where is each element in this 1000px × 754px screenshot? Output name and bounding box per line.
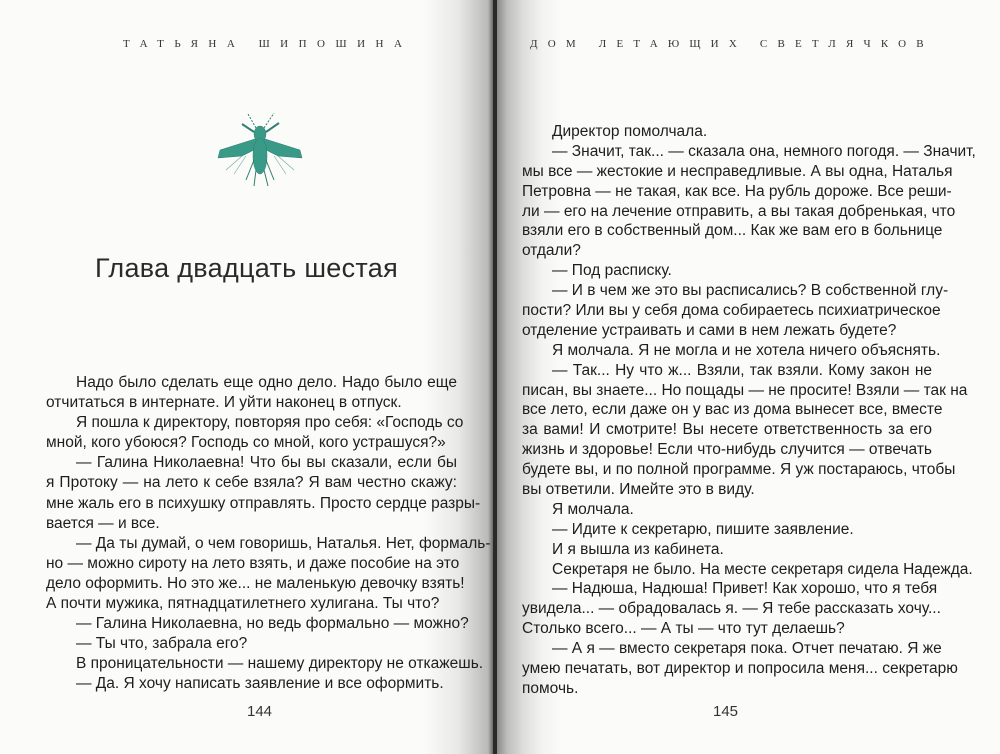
text-line: писан, вы знаете... Но пощады — не просите! Взяли — так на [522,381,968,399]
text-line: — А я — вместо секретаря пока. Отчет печатаю. Я же [552,640,942,658]
firefly-icon [212,108,308,188]
left-page [0,0,493,754]
text-line: увидела... — обрадовалась я. — Я тебе рассказать хочу... [522,600,941,618]
text-line: И я вышла из кабинета. [552,540,724,558]
page-number: 144 [247,703,273,720]
right-page-body [522,122,976,699]
text-line: но — можно сироту на лето взять, и даже пособие на это [46,554,460,572]
text-line: — Значит, так... — сказала она, немного погодя. — Значит, [552,142,976,160]
text-line: Секретаря не было. На месте секретаря сидела Надежда. [552,560,973,578]
text-line: — Да. Я хочу написать заявление и все оформить. [76,675,444,693]
text-line: Надо было сделать еще одно дело. Надо было еще [76,374,457,391]
text-line: А почти мужика, пятнадцатилетнего хулигана. Ты что? [46,595,440,613]
text-line: — Под расписку. [552,262,672,280]
text-line: вы ответили. Имейте это в виду. [522,481,755,499]
text-line: Столько всего... — А ты — что тут делаешь? [522,620,845,638]
text-line: взяли его в собственный дом... Как же вам его в больнице [522,222,943,240]
text-line: умею печатать, вот директор и попросила меня... секретарю [522,660,958,678]
left-page-body [46,373,491,695]
page-number: 145 [713,703,739,720]
text-line: будете вы, и по полной программе. Я уж постараюсь, чтобы [522,461,956,479]
text-line: — Галина Николаевна, но ведь формально — можно? [76,615,469,633]
running-head-title: ДОМ ЛЕТАЮЩИХ СВЕТЛЯЧКОВ [530,38,934,50]
text-line: — Ты что, забрала его? [76,635,248,653]
text-line: отделение устраивать и сами в нем лежать будете? [522,321,897,339]
text-line: — Да ты думай, о чем говоришь, Наталья. Нет, формаль- [76,534,491,552]
text-line: отчитаться в интернате. И уйти наконец в отпуск. [46,394,402,412]
text-line: помочь. [522,679,579,697]
text-line: Я молчала. Я не могла и не хотела ничего объяснять. [552,341,941,359]
text-line: пости? Или вы у себя дома собираетесь психиатрическое [522,302,941,320]
text-line: все лето, если даже он у вас из дома вынесет все, вместе [522,401,943,419]
text-line: за вами! И смотрите! Вы несете ответственность за его [522,421,932,439]
text-line: ли — его на лечение отправить, а вы такая добренькая, что [522,202,956,220]
text-line: мной, кого убоюся? Господь со мной, кого устрашуся?» [46,434,446,452]
text-line: отдали? [522,242,581,260]
chapter-title: Глава двадцать шестая [95,253,398,283]
text-line: вается — и все. [46,514,160,532]
text-line: Директор помолчала. [552,123,708,140]
text-line: — Идите к секретарю, пишите заявление. [552,520,854,538]
text-line: — Надюша, Надюша! Привет! Как хорошо, что я тебя [552,580,938,598]
text-line: мне жаль его в психушку отправлять. Просто сердце разры- [46,494,481,512]
text-line: Петровна — не такая, как все. На рубль дороже. Все реши- [522,182,952,200]
text-line: Я молчала. [552,500,634,518]
text-line: жизнь и здоровье! Если что-нибудь случится — отвечать [522,441,932,459]
text-line: — И в чем же это вы расписались? В собственной глу- [552,282,949,300]
text-line: дело оформить. Но это же... не маленькую девочку взять! [46,574,465,592]
text-line: В проницательности — нашему директору не откажешь. [76,655,484,673]
text-line: — Галина Николаевна! Что бы вы сказали, если бы [76,454,457,472]
right-page [497,0,1000,754]
text-line: я Протоку — на лето к себе взяла? Я вам честно скажу: [46,474,457,492]
running-head-author: ТАТЬЯНА ШИПОШИНА [123,38,413,50]
text-line: мы все — жестокие и несправедливые. А вы одна, Наталья [522,162,953,180]
text-line: Я пошла к директору, повторяя про себя: «Господь со [76,414,464,432]
text-line: — Так... Ну что ж... Взяли, так взяли. Кому закон не [552,361,932,379]
